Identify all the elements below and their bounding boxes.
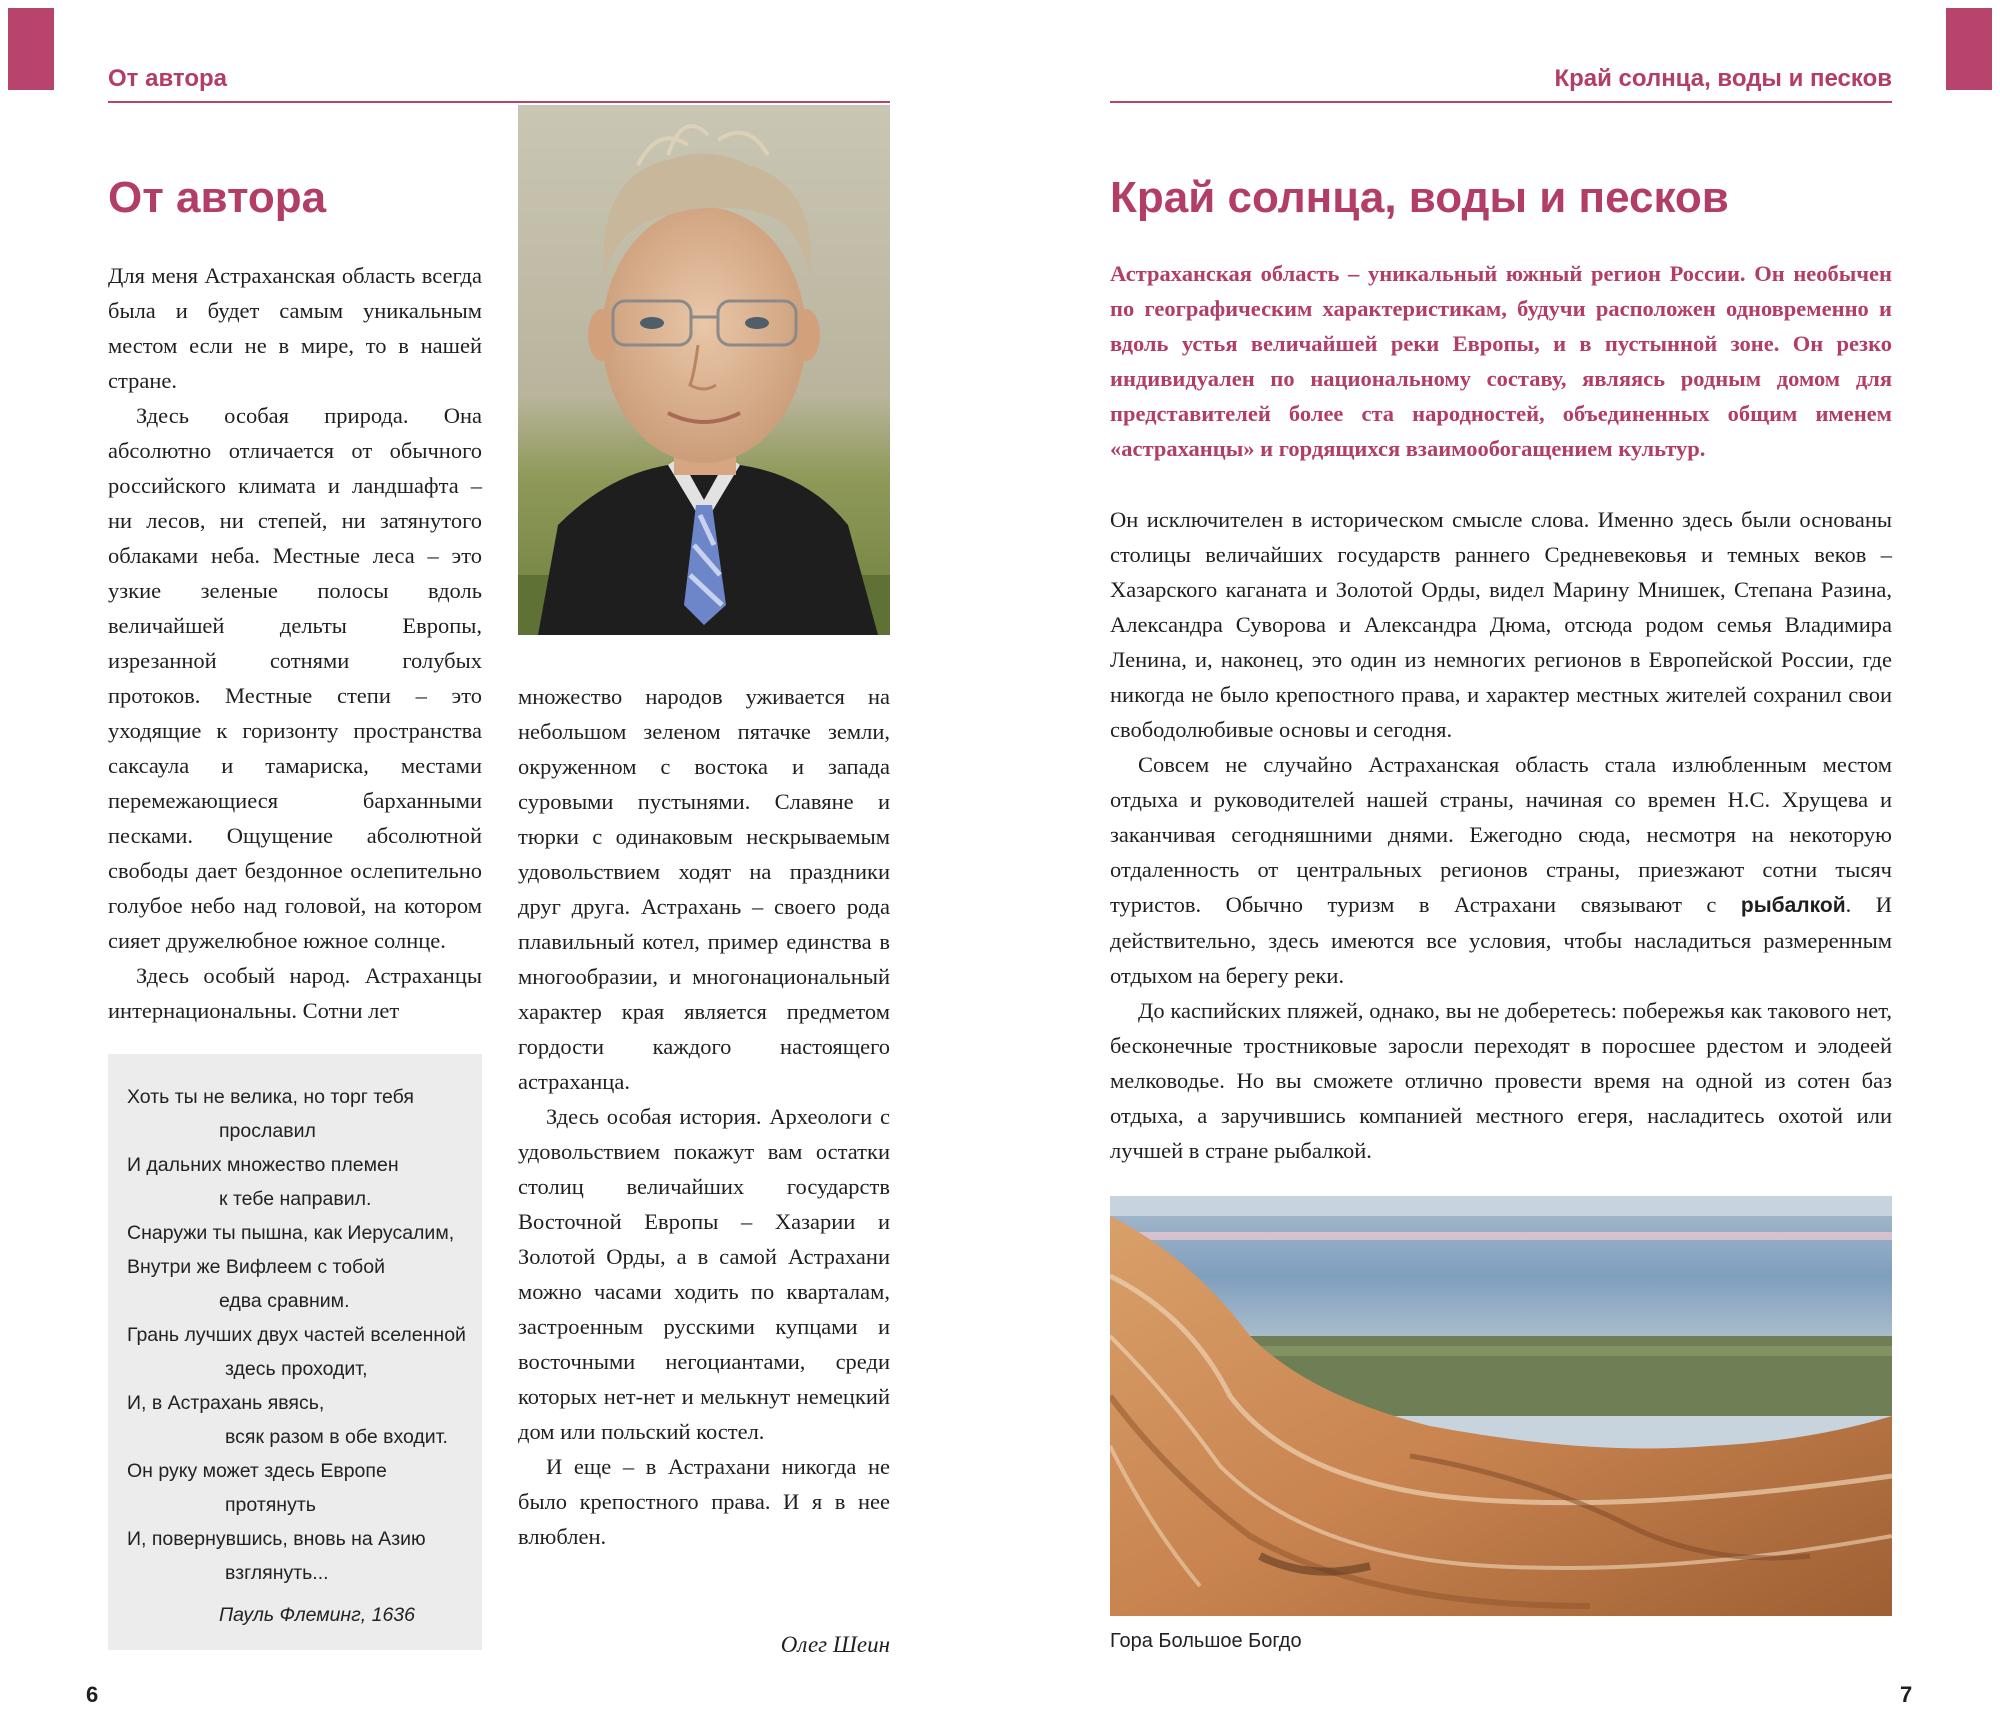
left-column-2	[518, 679, 890, 1554]
author-portrait-photo	[518, 105, 890, 635]
poem-line: протянуть	[225, 1494, 316, 1516]
poem-line: едва сравним.	[219, 1290, 350, 1312]
poem-line: здесь проходит,	[225, 1358, 368, 1380]
paragraph	[1110, 747, 1892, 993]
poem-line: И дальних множество племен	[127, 1154, 399, 1176]
poem-line: взглянуть...	[225, 1562, 329, 1584]
paragraph: Здесь особый народ. Астраханцы интернациональны. Сотни лет	[108, 963, 482, 1023]
poem-line: к тебе направил.	[219, 1188, 372, 1210]
left-column-1	[108, 258, 482, 1028]
text-span: Совсем не случайно Астраханская область стала излюбленным местом отдыха и руководителей нашей страны, начиная со времен Н.С. Хрущева и заканчивая сегодняшними днями. Ежегодно сюда, несмотря на некоторую отдаленность от центральных регионов страны, приезжают сотни тысяч туристов. Обычно туризм в Астрахани связывают с	[1110, 752, 1892, 917]
left-running-head: От автора	[108, 65, 227, 92]
poem-box	[108, 1054, 482, 1650]
left-page-tab	[8, 8, 54, 90]
right-running-head: Край солнца, воды и песков	[1554, 65, 1892, 92]
paragraph: Он исключителен в историческом смысле слова. Именно здесь были основаны столицы величайших государств раннего Средневековья и темных веков – Хазарского каганата и Золотой Орды, видел Марину Мнишек, Степана Разина, Александра Суворова и Александра Дюма, отсюда родом семья Владимира Ленина, и, наконец, это один из немногих регионов в Европейской России, где никогда не было крепостного права, и характер местных жителей сохранил свои свободолюбивые основы и сегодня.	[1110, 507, 1892, 742]
photo-caption: Гора Большое Богдо	[1110, 1630, 1302, 1652]
page-number-left: 6	[86, 1682, 99, 1707]
right-body	[1110, 502, 1892, 1168]
right-page-tab	[1946, 8, 1992, 90]
left-page-title: От автора	[108, 173, 327, 222]
poem-line: Он руку может здесь Европе	[127, 1460, 387, 1482]
paragraph: множество народов уживается на небольшом зеленом пятачке земли, окруженном с востока и запада суровыми пустынями. Славяне и тюрки с одинаковым нескрываемым удовольствием ходят на праздники друг друга. Астрахань – своего рода плавильный котел, пример единства в многообразии, и многонациональный характер края является предметом гордости каждого настоящего астраханца.	[518, 684, 890, 1094]
paragraph: Для меня Астраханская область всегда была и будет самым уникальным местом если не в мире, то в нашей стране.	[108, 263, 482, 393]
text-span: . И действительно, здесь имеются все условия, чтобы насладиться размеренным отдыхом на берегу реки.	[1110, 892, 1892, 988]
poem-line: Внутри же Вифлеем с тобой	[127, 1256, 385, 1278]
poem-line: Хоть ты не велика, но торг тебя	[127, 1086, 414, 1108]
right-header-rule	[1110, 101, 1892, 103]
paragraph: Здесь особая история. Археологи с удовольствием покажут вам остатки столиц величайших государств Восточной Европы – Хазарии и Золотой Орды, а в самой Астрахани можно часами ходить по кварталам, застроенным русскими купцами и восточными негоциантами, среди которых нет-нет и мелькнут немецкий дом или польский костел.	[518, 1104, 890, 1444]
poem-line: прославил	[219, 1120, 316, 1142]
paragraph: До каспийских пляжей, однако, вы не доберетесь: побережья как такового нет, бесконечные тростниковые заросли переходят в поросшее рдестом и элодеей мелководье. Но вы сможете отлично провести время на одной из сотен баз отдыха, а заручившись компанией местного егеря, насладитесь охотой или лучшей в стране рыбалкой.	[1110, 998, 1892, 1163]
poem-attribution: Пауль Флеминг, 1636	[219, 1604, 415, 1626]
left-header-rule	[108, 101, 890, 103]
author-signature: Олег Шеин	[780, 1632, 890, 1657]
bolshoe-bogdo-photo	[1110, 1196, 1892, 1616]
fishing-keyword: рыбалкой	[1740, 894, 1846, 917]
poem-line: Грань лучших двух частей вселенной	[127, 1324, 466, 1346]
right-page-title: Край солнца, воды и песков	[1110, 173, 1729, 222]
poem-line: Снаружи ты пышна, как Иерусалим,	[127, 1222, 455, 1244]
poem-line: И, в Астрахань явясь,	[127, 1392, 325, 1414]
paragraph: И еще – в Астрахани никогда не было крепостного права. И я в нее влюблен.	[518, 1454, 890, 1549]
poem-line: И, повернувшись, вновь на Азию	[127, 1528, 426, 1550]
poem-line: всяк разом в обе входит.	[225, 1426, 448, 1448]
lead-paragraph: Астраханская область – уникальный южный регион России. Он необычен по географическим характеристикам, будучи расположен одновременно и вдоль устья величайшей реки Европы, и в пустынной зоне. Он резко индивидуален по национальному составу, являясь родным домом для представителей более ста народностей, объединенных общим именем «астраханцы» и гордящихся взаимообогащением культур.	[1110, 261, 1892, 461]
page-number-right: 7	[1900, 1682, 1913, 1707]
paragraph: Здесь особая природа. Она абсолютно отличается от обычного российского климата и ландшафта – ни лесов, ни степей, ни затянутого облаками неба. Местные леса – это узкие зеленые полосы вдоль величайшей дельты Европы, изрезанной сотнями голубых протоков. Местные степи – это уходящие к горизонту пространства саксаула и тамариска, местами перемежающиеся барханными песками. Ощущение абсолютной свободы дает бездонное ослепительно голубое небо над головой, на котором сияет дружелюбное южное солнце.	[108, 403, 482, 953]
